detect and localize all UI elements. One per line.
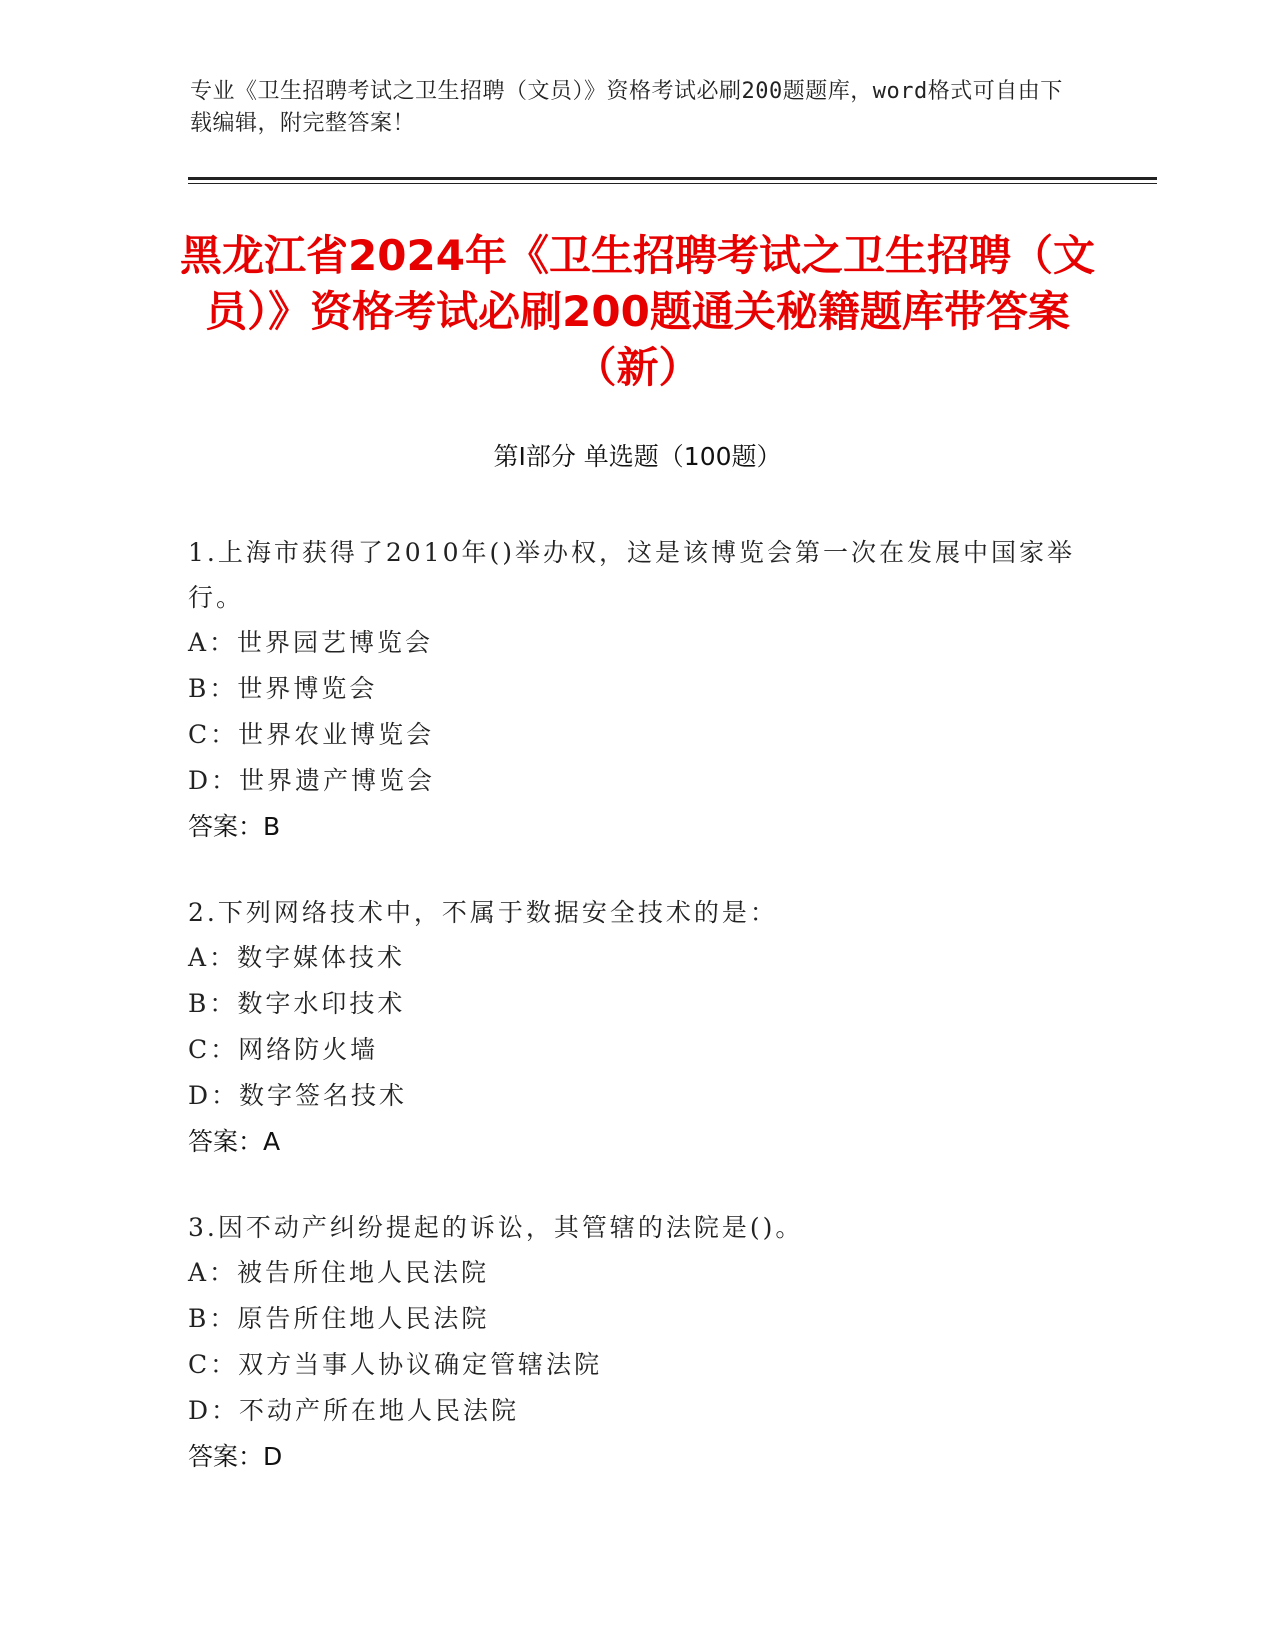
question-stem: 2.下列网络技术中，不属于数据安全技术的是：: [188, 898, 778, 927]
option-a: A：数字媒体技术: [188, 943, 406, 972]
option-d: D：数字签名技术: [188, 1081, 408, 1110]
answer: 答案：A: [188, 1127, 281, 1156]
question-stem: 3.因不动产纠纷提起的诉讼，其管辖的法院是()。: [188, 1213, 804, 1242]
header-rule-thin: [188, 183, 1157, 184]
option-d: D：世界遗产博览会: [188, 766, 436, 795]
question-2: [188, 890, 1088, 1165]
document-title: 黑龙江省2024年《卫生招聘考试之卫生招聘（文员）》资格考试必刷200题通关秘籍题库带答案（新）: [180, 231, 1095, 392]
option-b: B：世界博览会: [188, 674, 378, 703]
option-c: C：网络防火墙: [188, 1035, 379, 1064]
option-b: B：原告所住地人民法院: [188, 1304, 490, 1333]
option-c: C：双方当事人协议确定管辖法院: [188, 1350, 603, 1379]
question-stem: 1.上海市获得了2010年()举办权，这是该博览会第一次在发展中国家举行。: [188, 538, 1075, 612]
header-note: 专业《卫生招聘考试之卫生招聘（文员）》资格考试必刷200题题库，word格式可自由下载编辑，附完整答案！: [190, 79, 1063, 136]
section-heading: 第I部分 单选题（100题）: [493, 442, 782, 471]
question-list: [188, 530, 1088, 1520]
answer: 答案：D: [188, 1442, 283, 1471]
option-c: C：世界农业博览会: [188, 720, 435, 749]
question-3: [188, 1205, 1088, 1480]
option-a: A：世界园艺博览会: [188, 628, 434, 657]
option-a: A：被告所住地人民法院: [188, 1258, 490, 1287]
option-d: D：不动产所在地人民法院: [188, 1396, 520, 1425]
option-b: B：数字水印技术: [188, 989, 406, 1018]
header-rule-thick: [188, 177, 1157, 180]
question-1: [188, 530, 1088, 850]
answer: 答案：B: [188, 812, 281, 841]
